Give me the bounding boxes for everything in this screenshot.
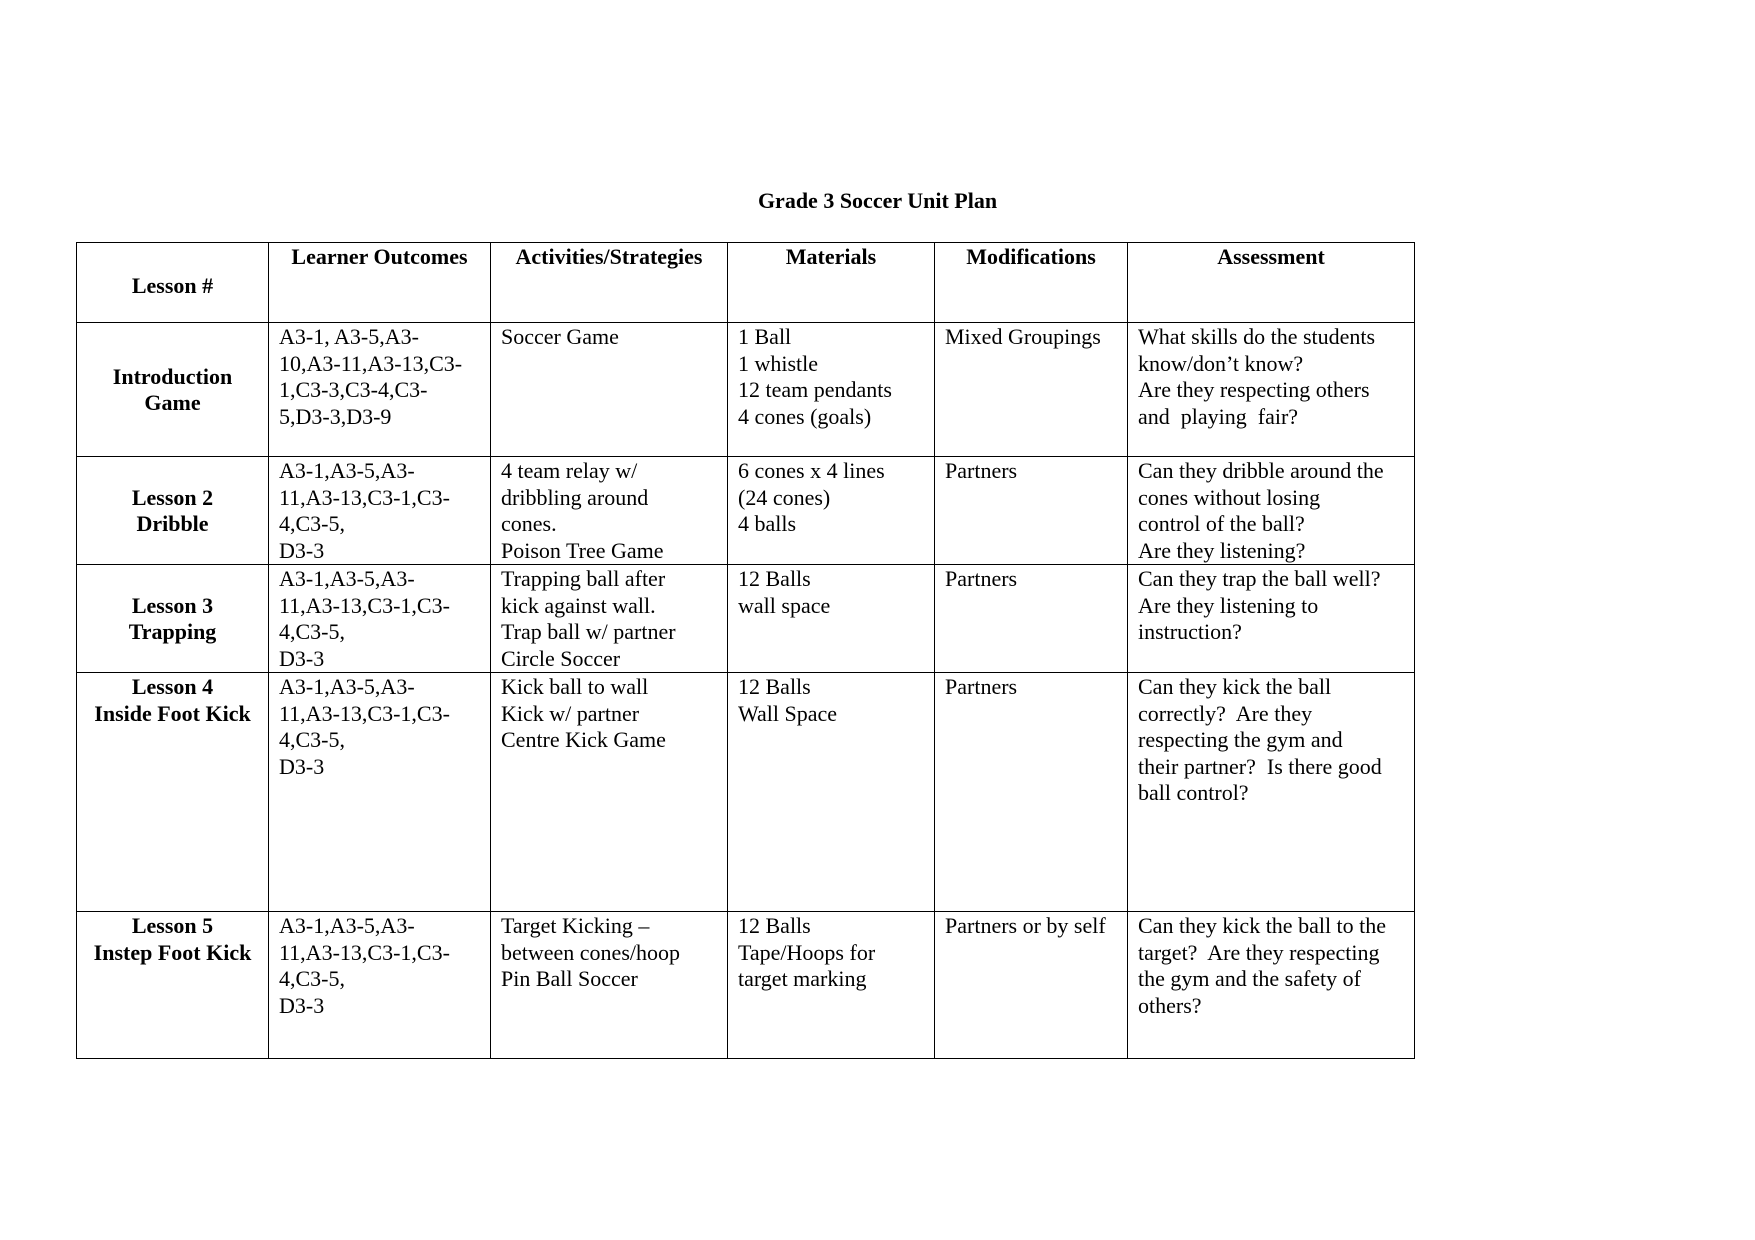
assessment-line: Can they dribble around the [1138,458,1384,483]
materials-line: 6 cones x 4 lines [738,458,885,483]
outcomes-cell [269,323,491,457]
modifications-line: Partners [945,458,1018,483]
modifications-cell [935,457,1128,565]
activities-line: Trap ball w/ partner [501,619,676,644]
outcomes-line: 4,C3-5, [279,619,345,644]
activities-line: kick against wall. [501,592,656,618]
assessment-line: target? Are they respecting [1138,939,1380,965]
materials-cell [728,912,935,1059]
lesson-cell [77,912,269,1059]
unit-plan-table [76,242,1415,1059]
materials-line: wall space [738,592,831,618]
outcomes-line: 11,A3-13,C3-1,C3- [279,939,450,965]
header-materials: Materials [728,243,935,323]
lesson-topic: Instep Foot Kick [93,939,252,965]
outcomes-line: 5,D3-3,D3-9 [279,403,392,429]
assessment-cell [1128,323,1415,457]
materials-line: 12 Balls [738,566,811,591]
lesson-topic: Inside Foot Kick [94,700,251,726]
assessment-line: and playing fair? [1138,403,1299,429]
page-title: Grade 3 Soccer Unit Plan [757,188,998,213]
materials-line: 4 balls [738,511,797,536]
header-assessment: Assessment [1128,243,1415,323]
outcomes-cell [269,565,491,673]
materials-cell [728,323,935,457]
activities-line: Kick w/ partner [501,700,640,726]
lesson-name: Lesson 5 [131,913,214,938]
header-modifications: Modifications [935,243,1128,323]
assessment-line: their partner? Is there good [1138,753,1382,779]
activities-line: Kick ball to wall [501,674,649,699]
activities-line: Poison Tree Game [501,537,664,563]
assessment-line: Are they respecting others [1138,377,1370,402]
outcomes-line: D3-3 [279,753,325,779]
assessment-cell [1128,912,1415,1059]
modifications-cell [935,565,1128,673]
activities-cell [491,565,728,673]
modifications-cell [935,912,1128,1059]
header-lesson: Lesson # [77,243,269,323]
materials-line: 12 Balls [738,674,811,699]
materials-line: Tape/Hoops for [738,939,876,965]
modifications-line: Partners or by self [945,913,1106,938]
activities-line: between cones/hoop [501,939,680,965]
outcomes-line: A3-1,A3-5,A3- [279,913,415,938]
activities-line: Trapping ball after [501,566,666,591]
lesson-name: Lesson 4 [131,674,214,699]
outcomes-line: A3-1,A3-5,A3- [279,566,415,591]
header-row [77,243,1415,323]
activities-line: Pin Ball Soccer [501,966,638,991]
activities-cell [491,912,728,1059]
materials-line: target marking [738,966,867,991]
lesson-topic: Dribble [136,511,209,536]
materials-line: (24 cones) [738,484,831,510]
outcomes-line: A3-1,A3-5,A3- [279,458,415,483]
materials-line: Wall Space [738,700,838,726]
header-learner-outcomes: Learner Outcomes [269,243,491,323]
table-row [77,323,1415,457]
table-row [77,457,1415,565]
assessment-line: Can they trap the ball well? [1138,566,1381,591]
table-row [77,673,1415,912]
assessment-line: correctly? Are they [1138,700,1313,726]
modifications-line: Partners [945,674,1018,699]
assessment-line: Can they kick the ball to the [1138,913,1387,938]
activities-line: Soccer Game [501,324,619,349]
assessment-line: Are they listening? [1138,537,1306,563]
materials-line: 1 Ball [738,324,792,349]
materials-cell [728,565,935,673]
activities-cell [491,457,728,565]
lesson-name: Lesson 3 [131,592,214,618]
outcomes-cell [269,457,491,565]
modifications-cell [935,323,1128,457]
assessment-line: others? [1138,992,1202,1018]
lesson-cell [77,323,269,457]
lesson-cell [77,673,269,912]
outcomes-line: D3-3 [279,537,325,563]
assessment-cell [1128,565,1415,673]
lesson-cell [77,565,269,673]
outcomes-line: 11,A3-13,C3-1,C3- [279,700,450,726]
materials-cell [728,457,935,565]
activities-line: Circle Soccer [501,645,621,671]
outcomes-line: 4,C3-5, [279,727,345,752]
table-row [77,565,1415,673]
outcomes-line: 11,A3-13,C3-1,C3- [279,484,450,510]
assessment-line: respecting the gym and [1138,727,1343,752]
assessment-line: instruction? [1138,619,1242,644]
lesson-topic: Trapping [128,619,217,644]
assessment-line: Are they listening to [1138,592,1319,618]
assessment-line: Can they kick the ball [1138,674,1332,699]
table-row [77,912,1415,1059]
assessment-line: control of the ball? [1138,511,1305,536]
activities-cell [491,673,728,912]
assessment-line: cones without losing [1138,484,1321,510]
activities-line: dribbling around [501,484,649,510]
assessment-cell [1128,673,1415,912]
assessment-line: the gym and the safety of [1138,966,1361,991]
outcomes-cell [269,912,491,1059]
modifications-line: Partners [945,566,1018,591]
outcomes-line: 10,A3-11,A3-13,C3- [279,350,463,376]
assessment-line: ball control? [1138,780,1249,805]
assessment-line: What skills do the students [1138,324,1376,349]
materials-line: 12 Balls [738,913,811,938]
outcomes-cell [269,673,491,912]
lesson-cell [77,457,269,565]
outcomes-line: 4,C3-5, [279,966,345,991]
activities-line: Centre Kick Game [501,727,666,752]
materials-line: 12 team pendants [738,377,892,402]
outcomes-line: 11,A3-13,C3-1,C3- [279,592,450,618]
activities-line: cones. [501,511,557,536]
outcomes-line: A3-1, A3-5,A3- [279,324,419,349]
materials-cell [728,673,935,912]
activities-cell [491,323,728,457]
materials-line: 1 whistle [738,350,819,376]
lesson-name: Lesson 2 [131,484,214,510]
outcomes-line: 1,C3-3,C3-4,C3- [279,377,428,402]
activities-line: 4 team relay w/ [501,458,638,483]
outcomes-line: 4,C3-5, [279,511,345,536]
lesson-name: Introduction [112,363,233,389]
materials-line: 4 cones (goals) [738,403,872,429]
modifications-cell [935,673,1128,912]
outcomes-line: D3-3 [279,992,325,1018]
modifications-line: Mixed Groupings [945,324,1101,349]
assessment-cell [1128,457,1415,565]
outcomes-line: D3-3 [279,645,325,671]
outcomes-line: A3-1,A3-5,A3- [279,674,415,699]
activities-line: Target Kicking – [501,913,650,938]
assessment-line: know/don’t know? [1138,350,1304,376]
lesson-topic: Game [144,390,201,415]
header-activities: Activities/Strategies [491,243,728,323]
